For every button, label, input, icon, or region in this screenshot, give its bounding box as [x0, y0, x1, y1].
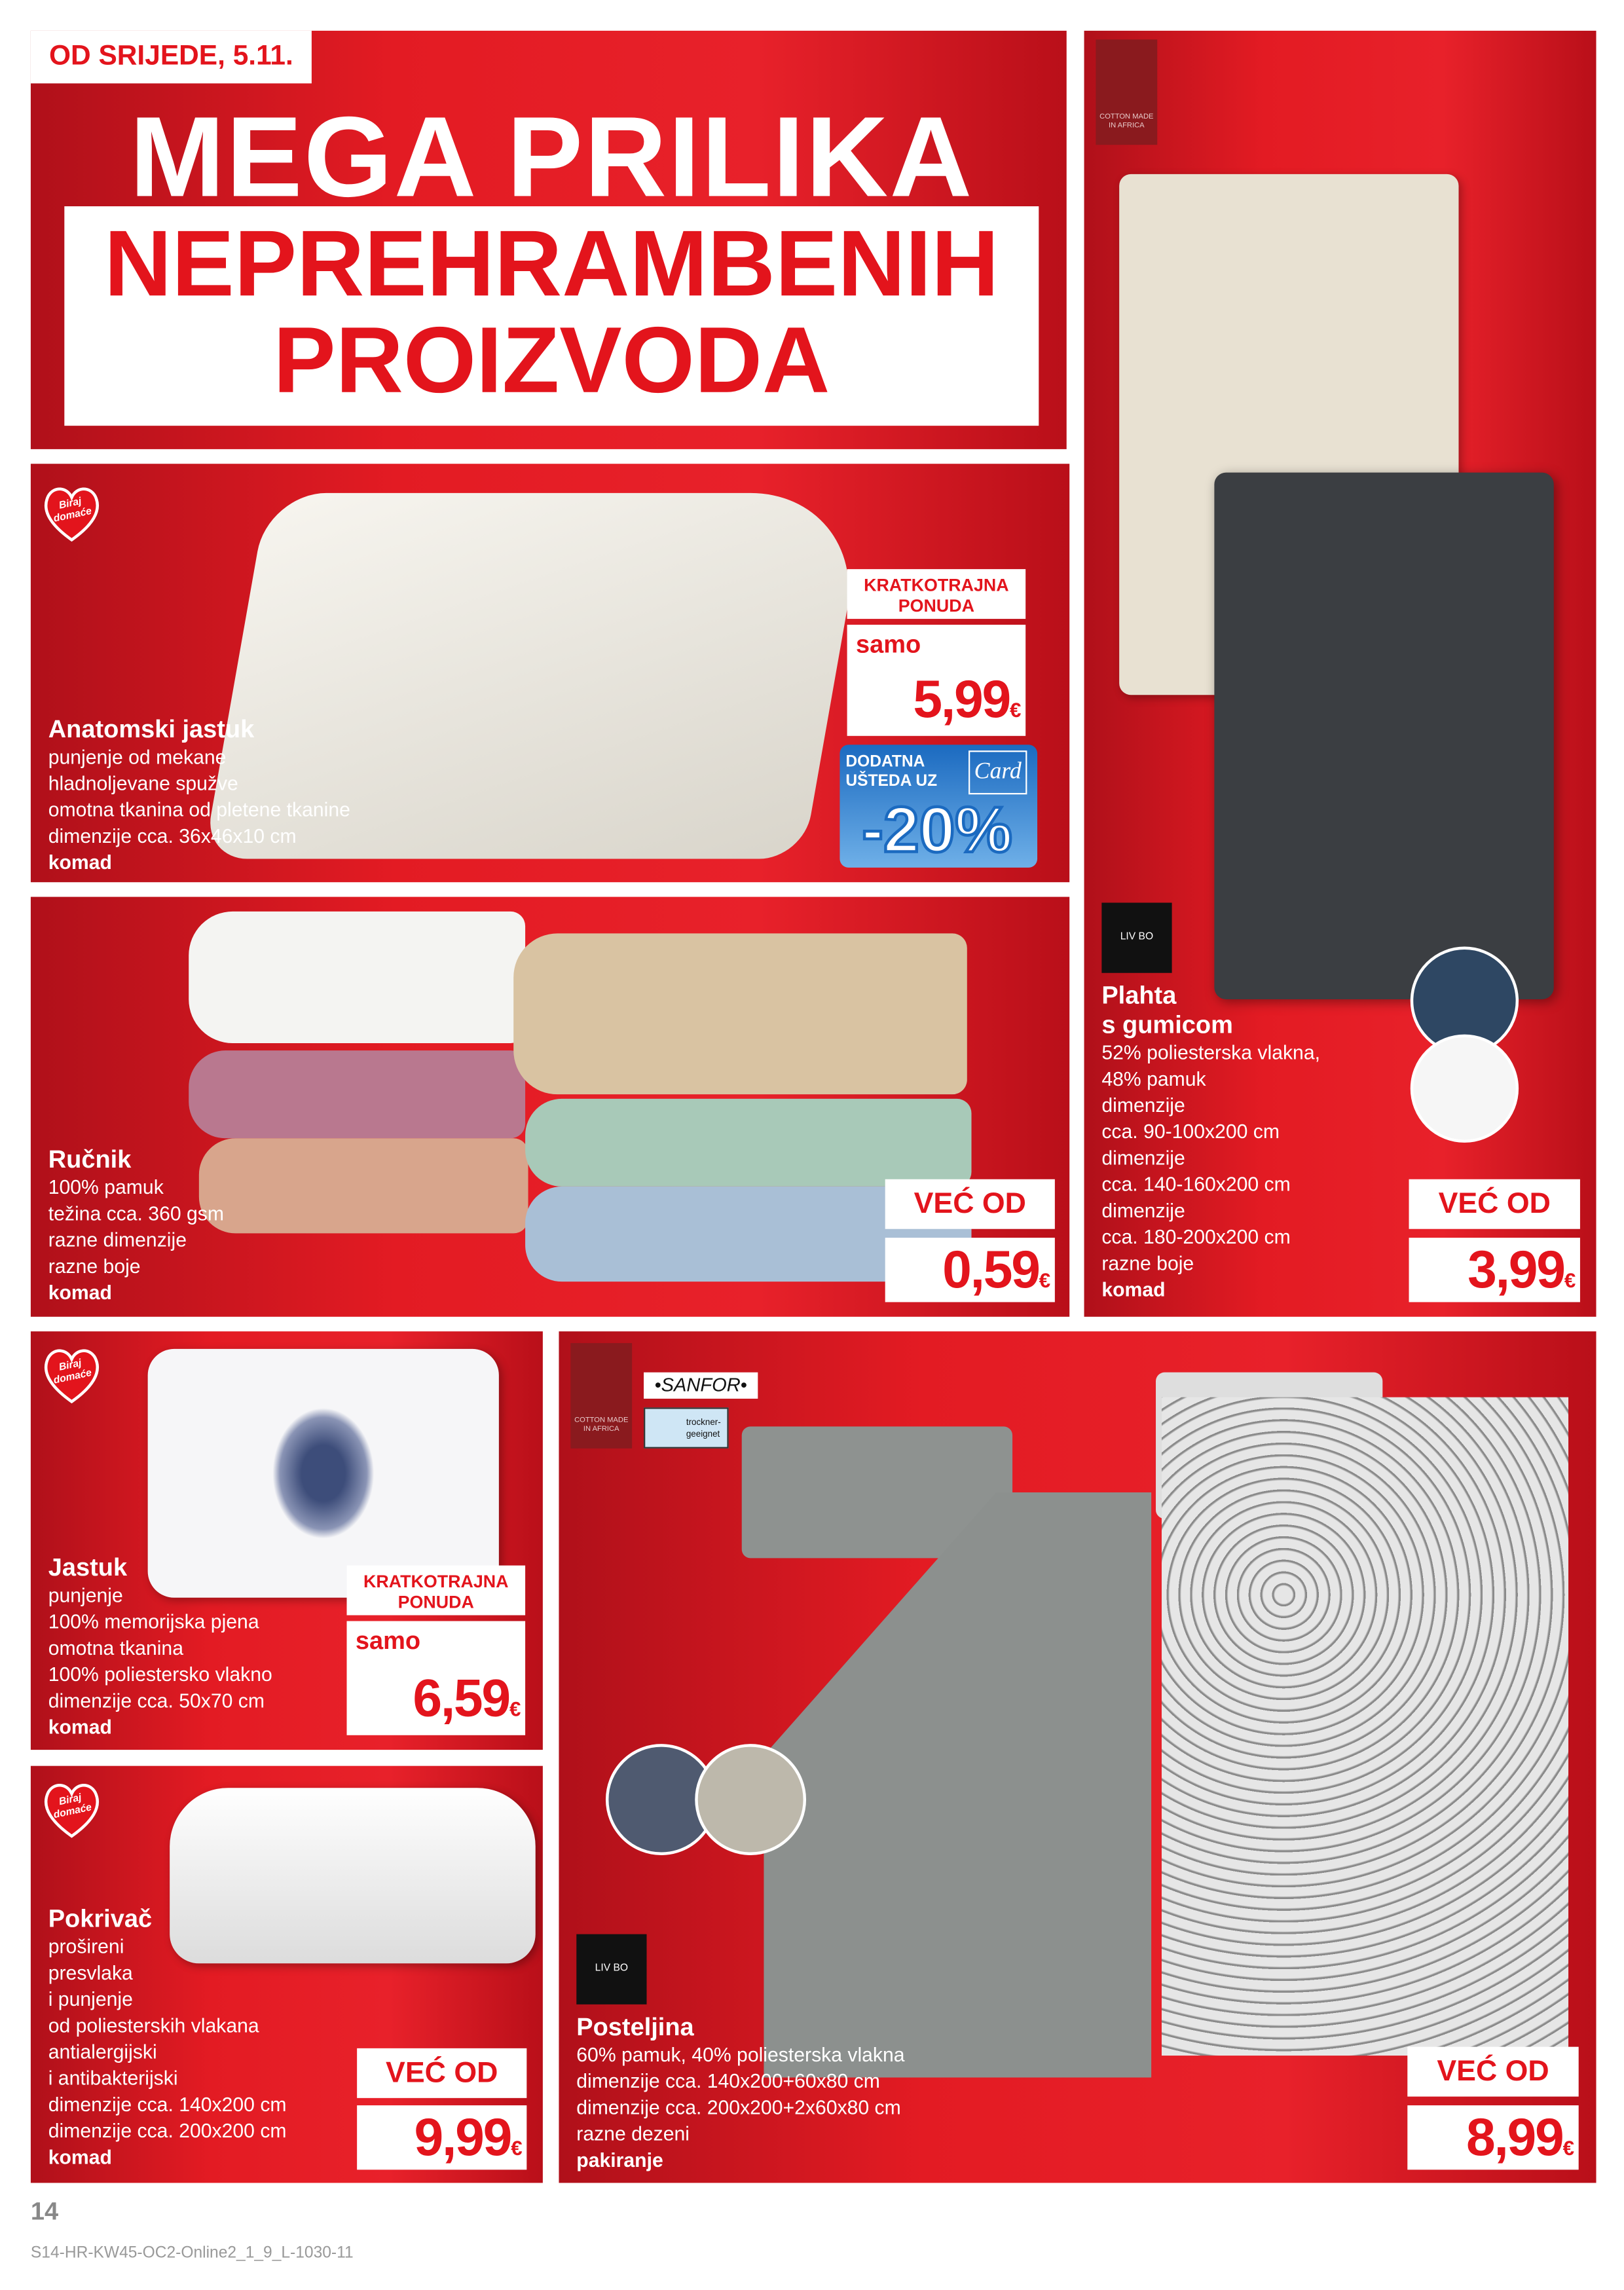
livarno-logo: LIV BO: [576, 1934, 646, 2004]
product-plahta[interactable]: [1084, 31, 1596, 1317]
price: [913, 669, 1020, 730]
product-desc-line: 52% poliesterska vlakna,: [1101, 1041, 1321, 1064]
swatch-white[interactable]: [1411, 1035, 1519, 1143]
vec-od-label: VEĆ OD: [1407, 2047, 1578, 2097]
price: [413, 1668, 519, 1729]
product-title: Posteljina: [576, 2013, 694, 2041]
swatch-beige-dots[interactable]: [695, 1744, 806, 1855]
product-title: Anatomski jastuk: [48, 715, 255, 743]
price-value: 3,99: [1467, 1239, 1564, 1299]
product-desc-line: dimenzije: [1101, 1094, 1185, 1117]
towel-beige: [513, 933, 967, 1094]
header-banner: [31, 31, 1067, 449]
kaufland-card-badge: [840, 745, 1037, 868]
product-desc-line: cca. 180-200x200 cm: [1101, 1226, 1291, 1248]
product-desc-line: dimenzije cca. 200x200+2x60x80 cm: [576, 2096, 901, 2119]
cotton-africa-logo: COTTON MADE IN AFRICA: [570, 1343, 632, 1449]
date-tab: OD SRIJEDE, 5.11.: [31, 31, 312, 83]
card-text: DODATNA UŠTEDA UZ: [845, 753, 938, 790]
currency: €: [511, 2135, 521, 2160]
product-desc-line: dimenzije cca. 50x70 cm: [48, 1690, 265, 1712]
product-desc-line: razne dimenzije: [48, 1228, 187, 1251]
product-desc-line: i punjenje: [48, 1988, 133, 2010]
biraj-domace-text: Biraj domaće: [52, 1793, 93, 1821]
product-title: Ručnik: [48, 1145, 132, 1173]
towel-pink: [189, 1050, 525, 1138]
product-desc-line: 48% pamuk: [1101, 1067, 1206, 1090]
product-desc-line: razne boje: [48, 1255, 141, 1278]
product-desc-line: prošireni: [48, 1935, 124, 1958]
product-desc-line: dimenzije: [1101, 1200, 1185, 1222]
currency: €: [1564, 1268, 1574, 1292]
footer-code: S14-HR-KW45-OC2-Online2_1_9_L-1030-11: [30, 2244, 354, 2262]
product-desc-line: 100% poliestersko vlakno: [48, 1663, 272, 1686]
currency: €: [1010, 697, 1020, 722]
price-value: 0,59: [942, 1239, 1039, 1299]
vec-od-label: VEĆ OD: [1409, 1179, 1580, 1229]
kratkotrajna-label: KRATKOTRAJNA PONUDA: [847, 569, 1026, 619]
product-unit: komad: [48, 1282, 112, 1304]
product-desc-line: i antibakterijski: [48, 2067, 178, 2090]
vec-od-label: VEĆ OD: [357, 2048, 526, 2098]
currency: €: [1562, 2135, 1573, 2160]
product-desc-line: punjenje: [48, 1584, 123, 1607]
product-desc-line: presvlaka: [48, 1962, 133, 1984]
product-info: [576, 2013, 904, 2174]
product-desc-line: dimenzije cca. 36x46x10 cm: [48, 825, 297, 847]
card-discount: -20%: [862, 794, 1012, 866]
dryer-safe-logo: trockner-geeignet: [644, 1407, 729, 1449]
vec-od-label: VEĆ OD: [885, 1179, 1055, 1229]
product-desc-line: težina cca. 360 gsm: [48, 1202, 225, 1225]
product-unit: pakiranje: [576, 2149, 663, 2171]
product-desc-line: dimenzije cca. 140x200+60x80 cm: [576, 2070, 880, 2092]
biraj-domace-badge: [39, 1778, 103, 1842]
page-number: 14: [30, 2197, 59, 2226]
product-desc-line: cca. 90-100x200 cm: [1101, 1120, 1280, 1143]
price: [1409, 1238, 1580, 1302]
product-desc-line: 100% memorijska pjena: [48, 1610, 259, 1633]
biraj-domace-text: Biraj domaće: [52, 496, 93, 525]
product-desc-line: 100% pamuk: [48, 1176, 164, 1198]
currency: €: [509, 1697, 520, 1721]
sanfor-logo: •SANFOR•: [644, 1373, 758, 1399]
title-line3: PROIZVODA: [273, 307, 830, 413]
product-title: Pokrivač: [48, 1904, 153, 1933]
product-desc-line: dimenzije cca. 140x200 cm: [48, 2094, 287, 2116]
product-desc-line: od poliesterskih vlakana: [48, 2014, 259, 2037]
product-info: [1101, 982, 1320, 1304]
product-pokrivac[interactable]: [31, 1766, 543, 2183]
product-info: [48, 1905, 287, 2171]
livarno-logo: LIV BO: [1101, 903, 1172, 973]
price: [885, 1238, 1055, 1302]
card-logo: Card: [969, 750, 1027, 794]
product-desc-line: razne dezeni: [576, 2122, 690, 2145]
product-desc-line: 60% pamuk, 40% poliesterska vlakna: [576, 2044, 905, 2066]
product-unit: komad: [1101, 1278, 1166, 1301]
towel-white: [189, 912, 525, 1043]
product-posteljina[interactable]: [559, 1331, 1596, 2183]
product-desc-line: dimenzije: [1101, 1147, 1185, 1170]
product-desc-line: hladnoljevane spužve: [48, 772, 238, 795]
title-line2: NEPREHRAMBENIH: [104, 210, 999, 316]
product-rucnik[interactable]: [31, 897, 1069, 1317]
duvet-cover-floral: [1162, 1397, 1568, 2056]
product-desc-line: punjenje od mekane: [48, 746, 227, 768]
product-unit: komad: [48, 2146, 112, 2169]
biraj-domace-badge: [39, 481, 103, 545]
price-box: [347, 1621, 526, 1735]
product-title: Plahta: [1101, 982, 1177, 1010]
product-title: Jastuk: [48, 1553, 128, 1582]
product-title-2: s gumicom: [1101, 1010, 1233, 1039]
product-jastuk[interactable]: [31, 1331, 543, 1750]
towel-mint: [525, 1099, 971, 1187]
towel-peach: [199, 1138, 528, 1233]
product-desc-line: cca. 140-160x200 cm: [1101, 1173, 1291, 1196]
price-value: 9,99: [414, 2107, 511, 2167]
product-info: [48, 716, 350, 877]
duvet-cover-grey: [764, 1492, 1151, 2078]
currency: €: [1039, 1268, 1049, 1292]
product-desc-line: antialergijski: [48, 2041, 157, 2063]
biraj-domace-text: Biraj domaće: [52, 1358, 93, 1387]
price: [357, 2105, 526, 2170]
price-value: 6,59: [413, 1667, 509, 1728]
kratkotrajna-label: KRATKOTRAJNA PONUDA: [347, 1566, 526, 1616]
product-desc-line: omotna tkanina od pletene tkanine: [48, 798, 350, 821]
title-line1: MEGA PRILIKA: [129, 92, 974, 221]
samo-label: samo: [355, 1627, 421, 1655]
grey-sheet-image: [1214, 473, 1553, 999]
samo-label: samo: [856, 630, 921, 659]
product-unit: komad: [48, 851, 112, 874]
product-unit: komad: [48, 1716, 112, 1739]
product-info: [48, 1145, 224, 1306]
product-anatomski-jastuk[interactable]: [31, 464, 1069, 882]
price-box: [847, 625, 1026, 736]
product-info: [48, 1554, 272, 1741]
price-value: 5,99: [913, 669, 1010, 729]
damask-pattern: [272, 1407, 375, 1539]
product-desc-line: omotna tkanina: [48, 1637, 183, 1659]
cotton-africa-logo: COTTON MADE IN AFRICA: [1096, 39, 1157, 145]
product-desc-line: dimenzije cca. 200x200 cm: [48, 2120, 287, 2142]
price-value: 8,99: [1466, 2107, 1563, 2167]
biraj-domace-badge: [39, 1343, 103, 1407]
price: [1407, 2105, 1578, 2170]
product-desc-line: razne boje: [1101, 1252, 1194, 1274]
